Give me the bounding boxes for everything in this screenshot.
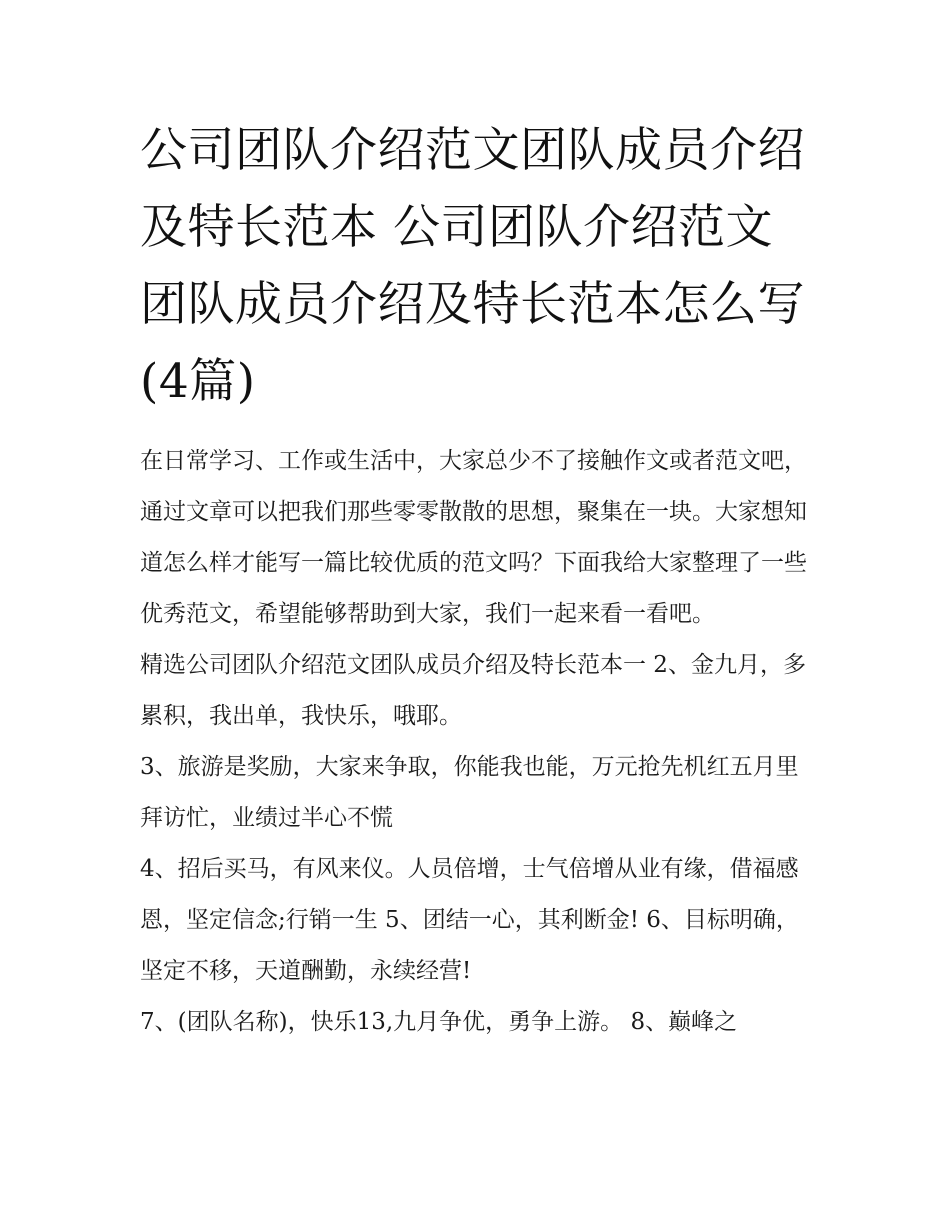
document-page bbox=[140, 112, 820, 1048]
paragraph-item-4-6: 4、招后买马，有风来仪。人员倍增，士气倍增从业有缘，借福感恩，坚定信念;行销一生 5、团结一心，其利断金! 6、目标明确，坚定不移，天道酬勤，永续经营! bbox=[140, 856, 799, 984]
paragraph-intro: 在日常学习、工作或生活中，大家总少不了接触作文或者范文吧，通过文章可以把我们那些零零散散的思想，聚集在一块。大家想知道怎么样才能写一篇比较优质的范文吗？下面我给大家整理了一些优秀范文，希望能够帮助到大家，我们一起来看一看吧。 bbox=[140, 448, 807, 627]
paragraph-item-7-8: 7、(团队名称)，快乐13,九月争优，勇争上游。 8、巅峰之 bbox=[140, 1009, 738, 1035]
document-title: 公司团队介绍范文团队成员介绍及特长范本 公司团队介绍范文团队成员介绍及特长范本怎么写(4篇) bbox=[140, 123, 805, 409]
paragraph-item-2: 精选公司团队介绍范文团队成员介绍及特长范本一 2、金九月，多累积，我出单，我快乐，哦耶。 bbox=[140, 652, 806, 729]
paragraph-item-3: 3、旅游是奖励，大家来争取，你能我也能，万元抢先机红五月里拜访忙，业绩过半心不慌 bbox=[140, 754, 799, 831]
document-body bbox=[140, 436, 820, 1048]
